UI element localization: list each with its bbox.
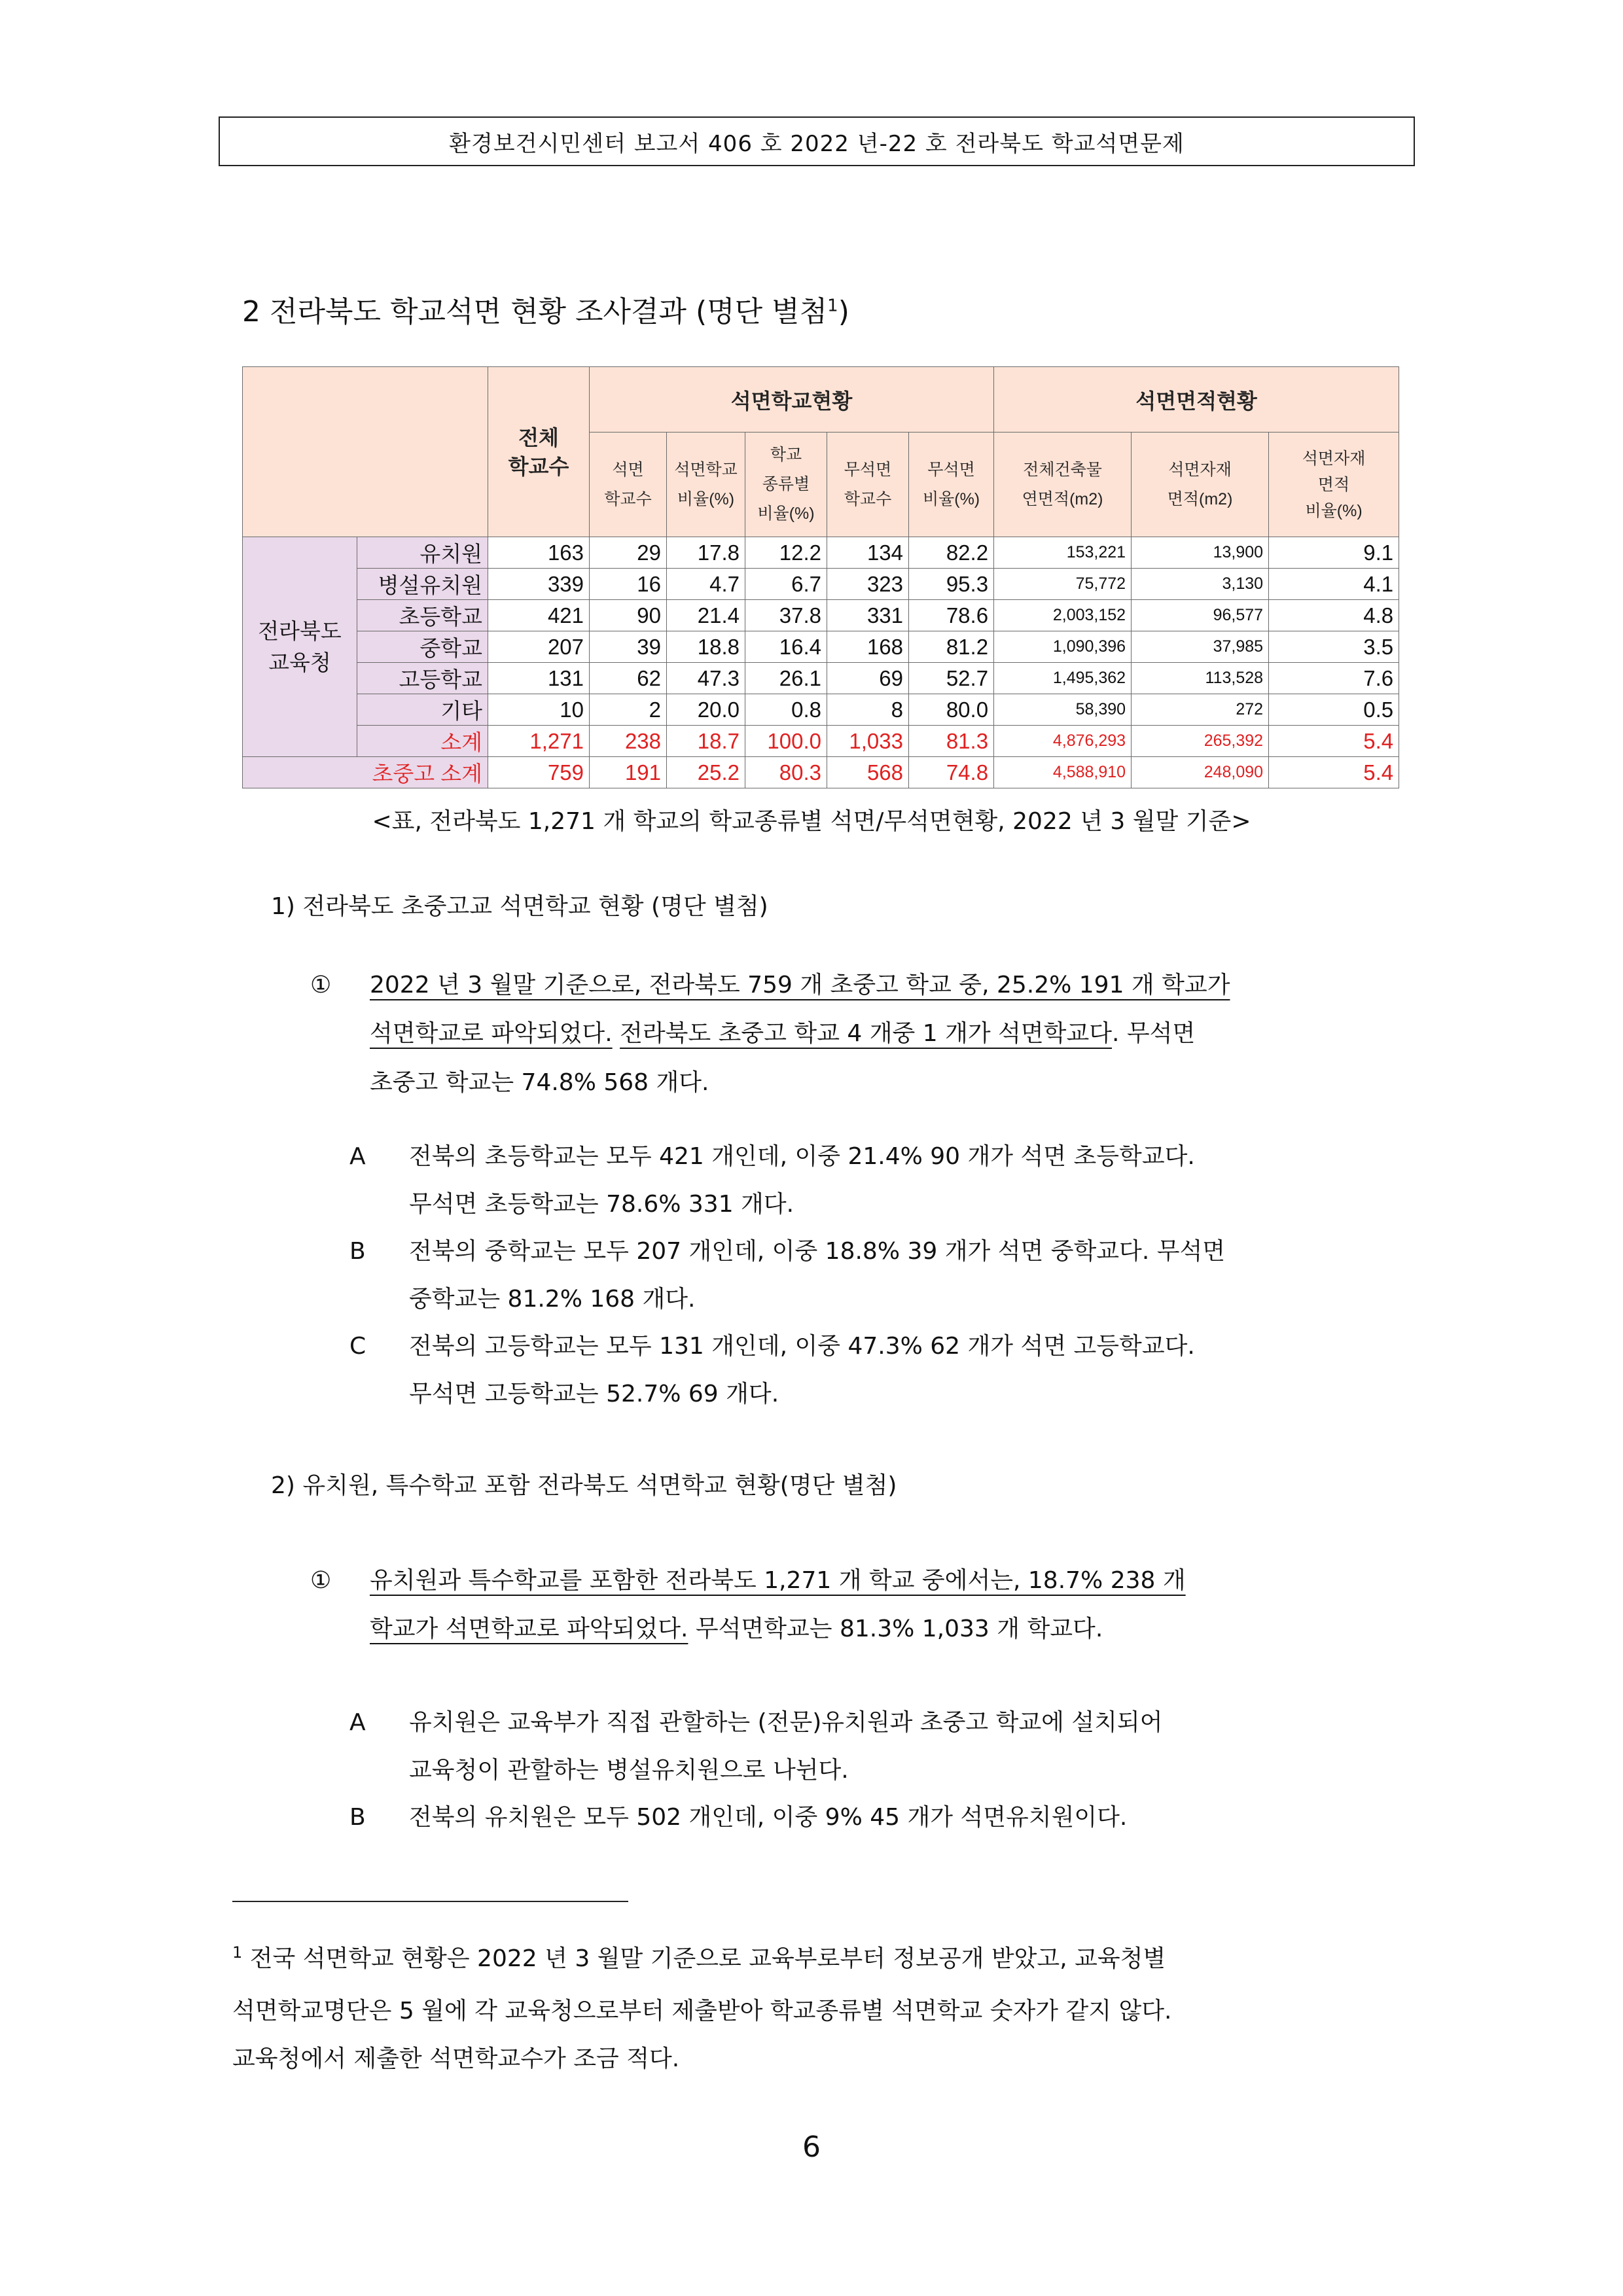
cell-type-pct: 0.8: [745, 694, 827, 726]
row-category: 소계: [357, 726, 488, 757]
cell-total: 10: [488, 694, 590, 726]
footnote-line2: 석면학교명단은 5 월에 각 교육청으로부터 제출받아 학교종류별 석면학교 숫자가 같지 않다.: [232, 1998, 1172, 2024]
col-header: 석면자재 면적 비율(%): [1269, 433, 1399, 537]
cell-non: 8: [827, 694, 909, 726]
row-category: 유치원: [357, 537, 488, 569]
s2-para-underline: 학교가 석면학교로 파악되었다.: [370, 1616, 688, 1642]
cell-non-pct: 95.3: [909, 569, 994, 600]
header-text: 환경보건시민센터 보고서 406 호 2022 년-22 호 전라북도 학교석면문제: [449, 130, 1185, 157]
cell-total: 421: [488, 600, 590, 631]
cell-asb-area: 37,985: [1132, 631, 1269, 663]
table-row: [243, 600, 1399, 631]
list-label: A: [349, 1143, 366, 1170]
col-header: 무석면 비율(%): [909, 433, 994, 537]
list-item-text: 전북의 중학교는 모두 207 개인데, 이중 18.8% 39 개가 석면 중학교다. 무석면: [409, 1238, 1226, 1265]
cell-type-pct: 80.3: [745, 757, 827, 788]
cell-type-pct: 12.2: [745, 537, 827, 569]
cell-asb-pct: 18.8: [667, 631, 745, 663]
cell-asb: 90: [590, 600, 667, 631]
table-row: [243, 569, 1399, 600]
cell-asb-pct: 18.7: [667, 726, 745, 757]
row-category: 초등학교: [357, 600, 488, 631]
cell-non: 168: [827, 631, 909, 663]
footnote-text: 전국 석면학교 현황은 2022 년 3 월말 기준으로 교육부로부터 정보공개 받았고, 교육청별: [249, 1945, 1166, 1972]
corner-cell: [243, 367, 488, 537]
s2-para-line1: 유치원과 특수학교를 포함한 전라북도 1,271 개 학교 중에서는, 18.7% 238 개: [370, 1567, 1186, 1594]
cell-non-pct: 81.3: [909, 726, 994, 757]
list-item-text: 교육청이 관할하는 병설유치원으로 나뉜다.: [409, 1757, 849, 1784]
circled-marker: ①: [310, 972, 332, 998]
table-row: [243, 694, 1399, 726]
row-category: 병설유치원: [357, 569, 488, 600]
cell-asb: 62: [590, 663, 667, 694]
table-caption: <표, 전라북도 1,271 개 학교의 학교종류별 석면/무석면현황, 2022 년 3 월말 기준>: [372, 808, 1251, 835]
list-item-text: 전북의 초등학교는 모두 421 개인데, 이중 21.4% 90 개가 석면 초등학교다.: [409, 1143, 1195, 1170]
page-number: 6: [802, 2130, 821, 2164]
list-label: B: [349, 1804, 366, 1831]
list-label: C: [349, 1333, 366, 1360]
cell-type-pct: 26.1: [745, 663, 827, 694]
cell-area-pct: 9.1: [1269, 537, 1399, 569]
cell-area-pct: 4.8: [1269, 600, 1399, 631]
cell-asb-area: 96,577: [1132, 600, 1269, 631]
cell-non-pct: 81.2: [909, 631, 994, 663]
cell-asb-area: 265,392: [1132, 726, 1269, 757]
cell-non: 323: [827, 569, 909, 600]
list-item-text: 전북의 고등학교는 모두 131 개인데, 이중 47.3% 62 개가 석면 고등학교다.: [409, 1333, 1195, 1360]
section-title: [242, 288, 849, 330]
cell-non-pct: 82.2: [909, 537, 994, 569]
cell-type-pct: 6.7: [745, 569, 827, 600]
cell-type-pct: 16.4: [745, 631, 827, 663]
row-category: 초중고 소계: [243, 757, 488, 788]
col-header: 석면학교 비율(%): [667, 433, 745, 537]
cell-asb: 2: [590, 694, 667, 726]
cell-type-pct: 37.8: [745, 600, 827, 631]
col-header: 전체건축물 연면적(m2): [994, 433, 1132, 537]
group-header-area: 석면면적현황: [994, 367, 1399, 433]
row-category: 중학교: [357, 631, 488, 663]
cell-asb-pct: 4.7: [667, 569, 745, 600]
cell-asb-area: 272: [1132, 694, 1269, 726]
cell-area-pct: 5.4: [1269, 757, 1399, 788]
cell-asb: 191: [590, 757, 667, 788]
cell-area-pct: 0.5: [1269, 694, 1399, 726]
row-category: 고등학교: [357, 663, 488, 694]
list-label: B: [349, 1238, 366, 1265]
cell-area: 153,221: [994, 537, 1132, 569]
col-header: 무석면 학교수: [827, 433, 909, 537]
cell-asb-area: 13,900: [1132, 537, 1269, 569]
cell-non-pct: 78.6: [909, 600, 994, 631]
cell-asb: 16: [590, 569, 667, 600]
cell-asb-pct: 47.3: [667, 663, 745, 694]
cell-asb: 29: [590, 537, 667, 569]
list-item-text: 유치원은 교육부가 직접 관할하는 (전문)유치원과 초중고 학교에 설치되어: [409, 1709, 1163, 1736]
s1-para-tail: . 무석면: [1112, 1020, 1196, 1047]
cell-area: 58,390: [994, 694, 1132, 726]
table-row: [243, 757, 1399, 788]
s1-para-line1: 2022 년 3 월말 기준으로, 전라북도 759 개 초중고 학교 중, 25.2% 191 개 학교가: [370, 972, 1230, 998]
table-row: [243, 537, 1399, 569]
cell-asb-area: 248,090: [1132, 757, 1269, 788]
group-header-schools: 석면학교현황: [590, 367, 994, 433]
s1-para-underline-b: 전라북도 초중고 학교 4 개중 1 개가 석면학교다: [620, 1020, 1112, 1047]
footnote-divider: [232, 1901, 628, 1902]
cell-area: 1,090,396: [994, 631, 1132, 663]
cell-area-pct: 5.4: [1269, 726, 1399, 757]
col-header: 학교 종류별 비율(%): [745, 433, 827, 537]
s1-para-line3: 초중고 학교는 74.8% 568 개다.: [370, 1069, 709, 1096]
list-label: A: [349, 1709, 366, 1736]
cell-asb: 39: [590, 631, 667, 663]
cell-non: 134: [827, 537, 909, 569]
section-title-end: ): [838, 295, 849, 328]
cell-area: 4,876,293: [994, 726, 1132, 757]
cell-non-pct: 52.7: [909, 663, 994, 694]
cell-non: 331: [827, 600, 909, 631]
cell-asb: 238: [590, 726, 667, 757]
cell-area: 75,772: [994, 569, 1132, 600]
asbestos-table: [242, 366, 1395, 788]
list-item-text: 무석면 초등학교는 78.6% 331 개다.: [409, 1191, 794, 1218]
col-header: 석면 학교수: [590, 433, 667, 537]
list-item-text: 전북의 유치원은 모두 502 개인데, 이중 9% 45 개가 석면유치원이다.: [409, 1804, 1128, 1831]
cell-asb-area: 113,528: [1132, 663, 1269, 694]
list-item-text: 중학교는 81.2% 168 개다.: [409, 1286, 696, 1313]
cell-area-pct: 7.6: [1269, 663, 1399, 694]
subsection-1-heading: 1) 전라북도 초중고교 석면학교 현황 (명단 별첨): [271, 893, 768, 920]
table-row: [243, 726, 1399, 757]
footnote-number: 1: [232, 1943, 243, 1962]
s2-para-line2: [370, 1617, 1103, 1641]
s1-para-underline-a: 석면학교로 파악되었다.: [370, 1020, 613, 1047]
table-body: [243, 537, 1399, 788]
cell-total: 759: [488, 757, 590, 788]
s1-para-line2: [370, 1022, 1195, 1046]
cell-total: 207: [488, 631, 590, 663]
subsection-2-heading: 2) 유치원, 특수학교 포함 전라북도 석면학교 현황(명단 별첨): [271, 1472, 897, 1499]
cell-total: 1,271: [488, 726, 590, 757]
cell-total: 339: [488, 569, 590, 600]
cell-asb-area: 3,130: [1132, 569, 1269, 600]
org-cell: 전라북도 교육청: [243, 537, 357, 757]
cell-area: 4,588,910: [994, 757, 1132, 788]
footnote-ref[interactable]: 1: [827, 296, 838, 316]
table-row: [243, 663, 1399, 694]
cell-area-pct: 4.1: [1269, 569, 1399, 600]
section-title-text: 2 전라북도 학교석면 현황 조사결과 (명단 별첨: [242, 295, 828, 328]
cell-type-pct: 100.0: [745, 726, 827, 757]
cell-non: 568: [827, 757, 909, 788]
cell-non-pct: 74.8: [909, 757, 994, 788]
list-item-text: 무석면 고등학교는 52.7% 69 개다.: [409, 1381, 779, 1407]
s2-para-tail: 무석면학교는 81.3% 1,033 개 학교다.: [688, 1616, 1103, 1642]
cell-non: 1,033: [827, 726, 909, 757]
cell-total: 163: [488, 537, 590, 569]
row-category: 기타: [357, 694, 488, 726]
footnote-line3: 교육청에서 제출한 석면학교수가 조금 적다.: [232, 2045, 680, 2072]
report-header: [219, 116, 1415, 166]
cell-asb-pct: 17.8: [667, 537, 745, 569]
cell-asb-pct: 20.0: [667, 694, 745, 726]
col-total-header: 전체 학교수: [488, 367, 590, 537]
cell-area: 1,495,362: [994, 663, 1132, 694]
cell-area-pct: 3.5: [1269, 631, 1399, 663]
col-header: 석면자재 면적(m2): [1132, 433, 1269, 537]
cell-area: 2,003,152: [994, 600, 1132, 631]
table-row: [243, 631, 1399, 663]
cell-non-pct: 80.0: [909, 694, 994, 726]
cell-total: 131: [488, 663, 590, 694]
cell-asb-pct: 25.2: [667, 757, 745, 788]
footnote-line1: [232, 1940, 1166, 1973]
data-table: [242, 366, 1399, 788]
cell-non: 69: [827, 663, 909, 694]
cell-asb-pct: 21.4: [667, 600, 745, 631]
circled-marker: ①: [310, 1567, 332, 1594]
